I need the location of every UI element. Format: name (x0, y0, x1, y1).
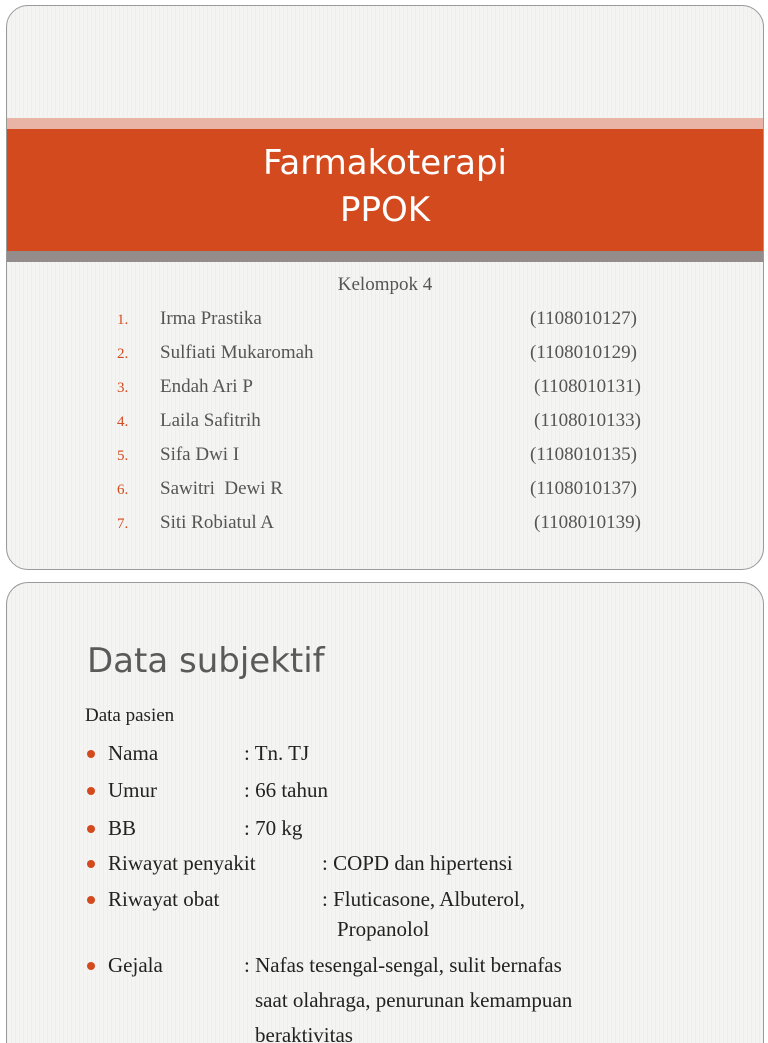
member-item (7, 476, 763, 510)
bullet-icon (87, 750, 95, 758)
member-name: Siti Robiatul A (160, 512, 275, 533)
member-nim: (1108010131) (534, 376, 641, 397)
item-value: : Tn. TJ (244, 741, 310, 765)
title-line-1: Farmakoterapi (263, 143, 507, 183)
member-nim: (1108010127) (530, 308, 637, 329)
member-nim: (1108010137) (530, 478, 637, 499)
item-label: Riwayat obat (108, 887, 220, 911)
item-label: Riwayat penyakit (108, 851, 256, 875)
member-number: 3. (117, 380, 129, 396)
item-label: Umur (108, 778, 157, 802)
member-nim: (1108010139) (534, 512, 641, 533)
member-item (7, 340, 763, 374)
member-number: 5. (117, 448, 129, 464)
member-name: Sifa Dwi I (160, 444, 240, 465)
member-item (7, 510, 763, 544)
item-label: BB (108, 816, 137, 840)
item-value: : 66 tahun (244, 778, 328, 802)
member-number: 7. (117, 516, 129, 532)
member-nim: (1108010135) (530, 444, 637, 465)
content-slide (6, 582, 764, 1043)
slide-heading: Data subjektif (87, 641, 325, 681)
member-number: 2. (117, 346, 129, 362)
member-nim: (1108010129) (530, 342, 637, 363)
item-value-continuation: Propanolol (337, 917, 430, 941)
item-value: : Fluticasone, Albuterol, (322, 887, 525, 911)
slide-title (7, 140, 763, 234)
member-name: Sawitri Dewi R (160, 478, 283, 499)
member-name: Sulfiati Mukaromah (160, 342, 314, 363)
group-label: Kelompok 4 (337, 274, 433, 295)
item-value: : COPD dan hipertensi (322, 851, 513, 875)
member-item (7, 374, 763, 408)
bullet-icon (87, 787, 95, 795)
item-value: : 70 kg (244, 816, 303, 840)
title-slide (6, 5, 764, 570)
member-number: 6. (117, 482, 129, 498)
member-name: Laila Safitrih (160, 410, 261, 431)
subheading: Data pasien (85, 705, 175, 726)
bullet-icon (87, 896, 95, 904)
member-list (7, 306, 763, 544)
title-line-2: PPOK (339, 190, 431, 230)
title-band-top-stripe (7, 118, 763, 129)
member-item (7, 306, 763, 340)
member-nim: (1108010133) (534, 410, 641, 431)
bullet-icon (87, 860, 95, 868)
bullet-icon (87, 825, 95, 833)
member-number: 1. (117, 312, 129, 328)
member-item (7, 442, 763, 476)
title-band-bottom-stripe (7, 251, 763, 262)
bullet-icon (87, 962, 95, 970)
item-value: : Nafas tesengal-sengal, sulit bernafas (244, 953, 562, 977)
item-label: Gejala (108, 953, 163, 977)
member-number: 4. (117, 414, 129, 430)
member-item (7, 408, 763, 442)
item-value-continuation: saat olahraga, penurunan kemampuan (255, 988, 573, 1012)
member-name: Irma Prastika (160, 308, 262, 329)
item-value-continuation-2: beraktivitas (255, 1023, 353, 1043)
member-name: Endah Ari P (160, 376, 253, 397)
item-label: Nama (108, 741, 159, 765)
